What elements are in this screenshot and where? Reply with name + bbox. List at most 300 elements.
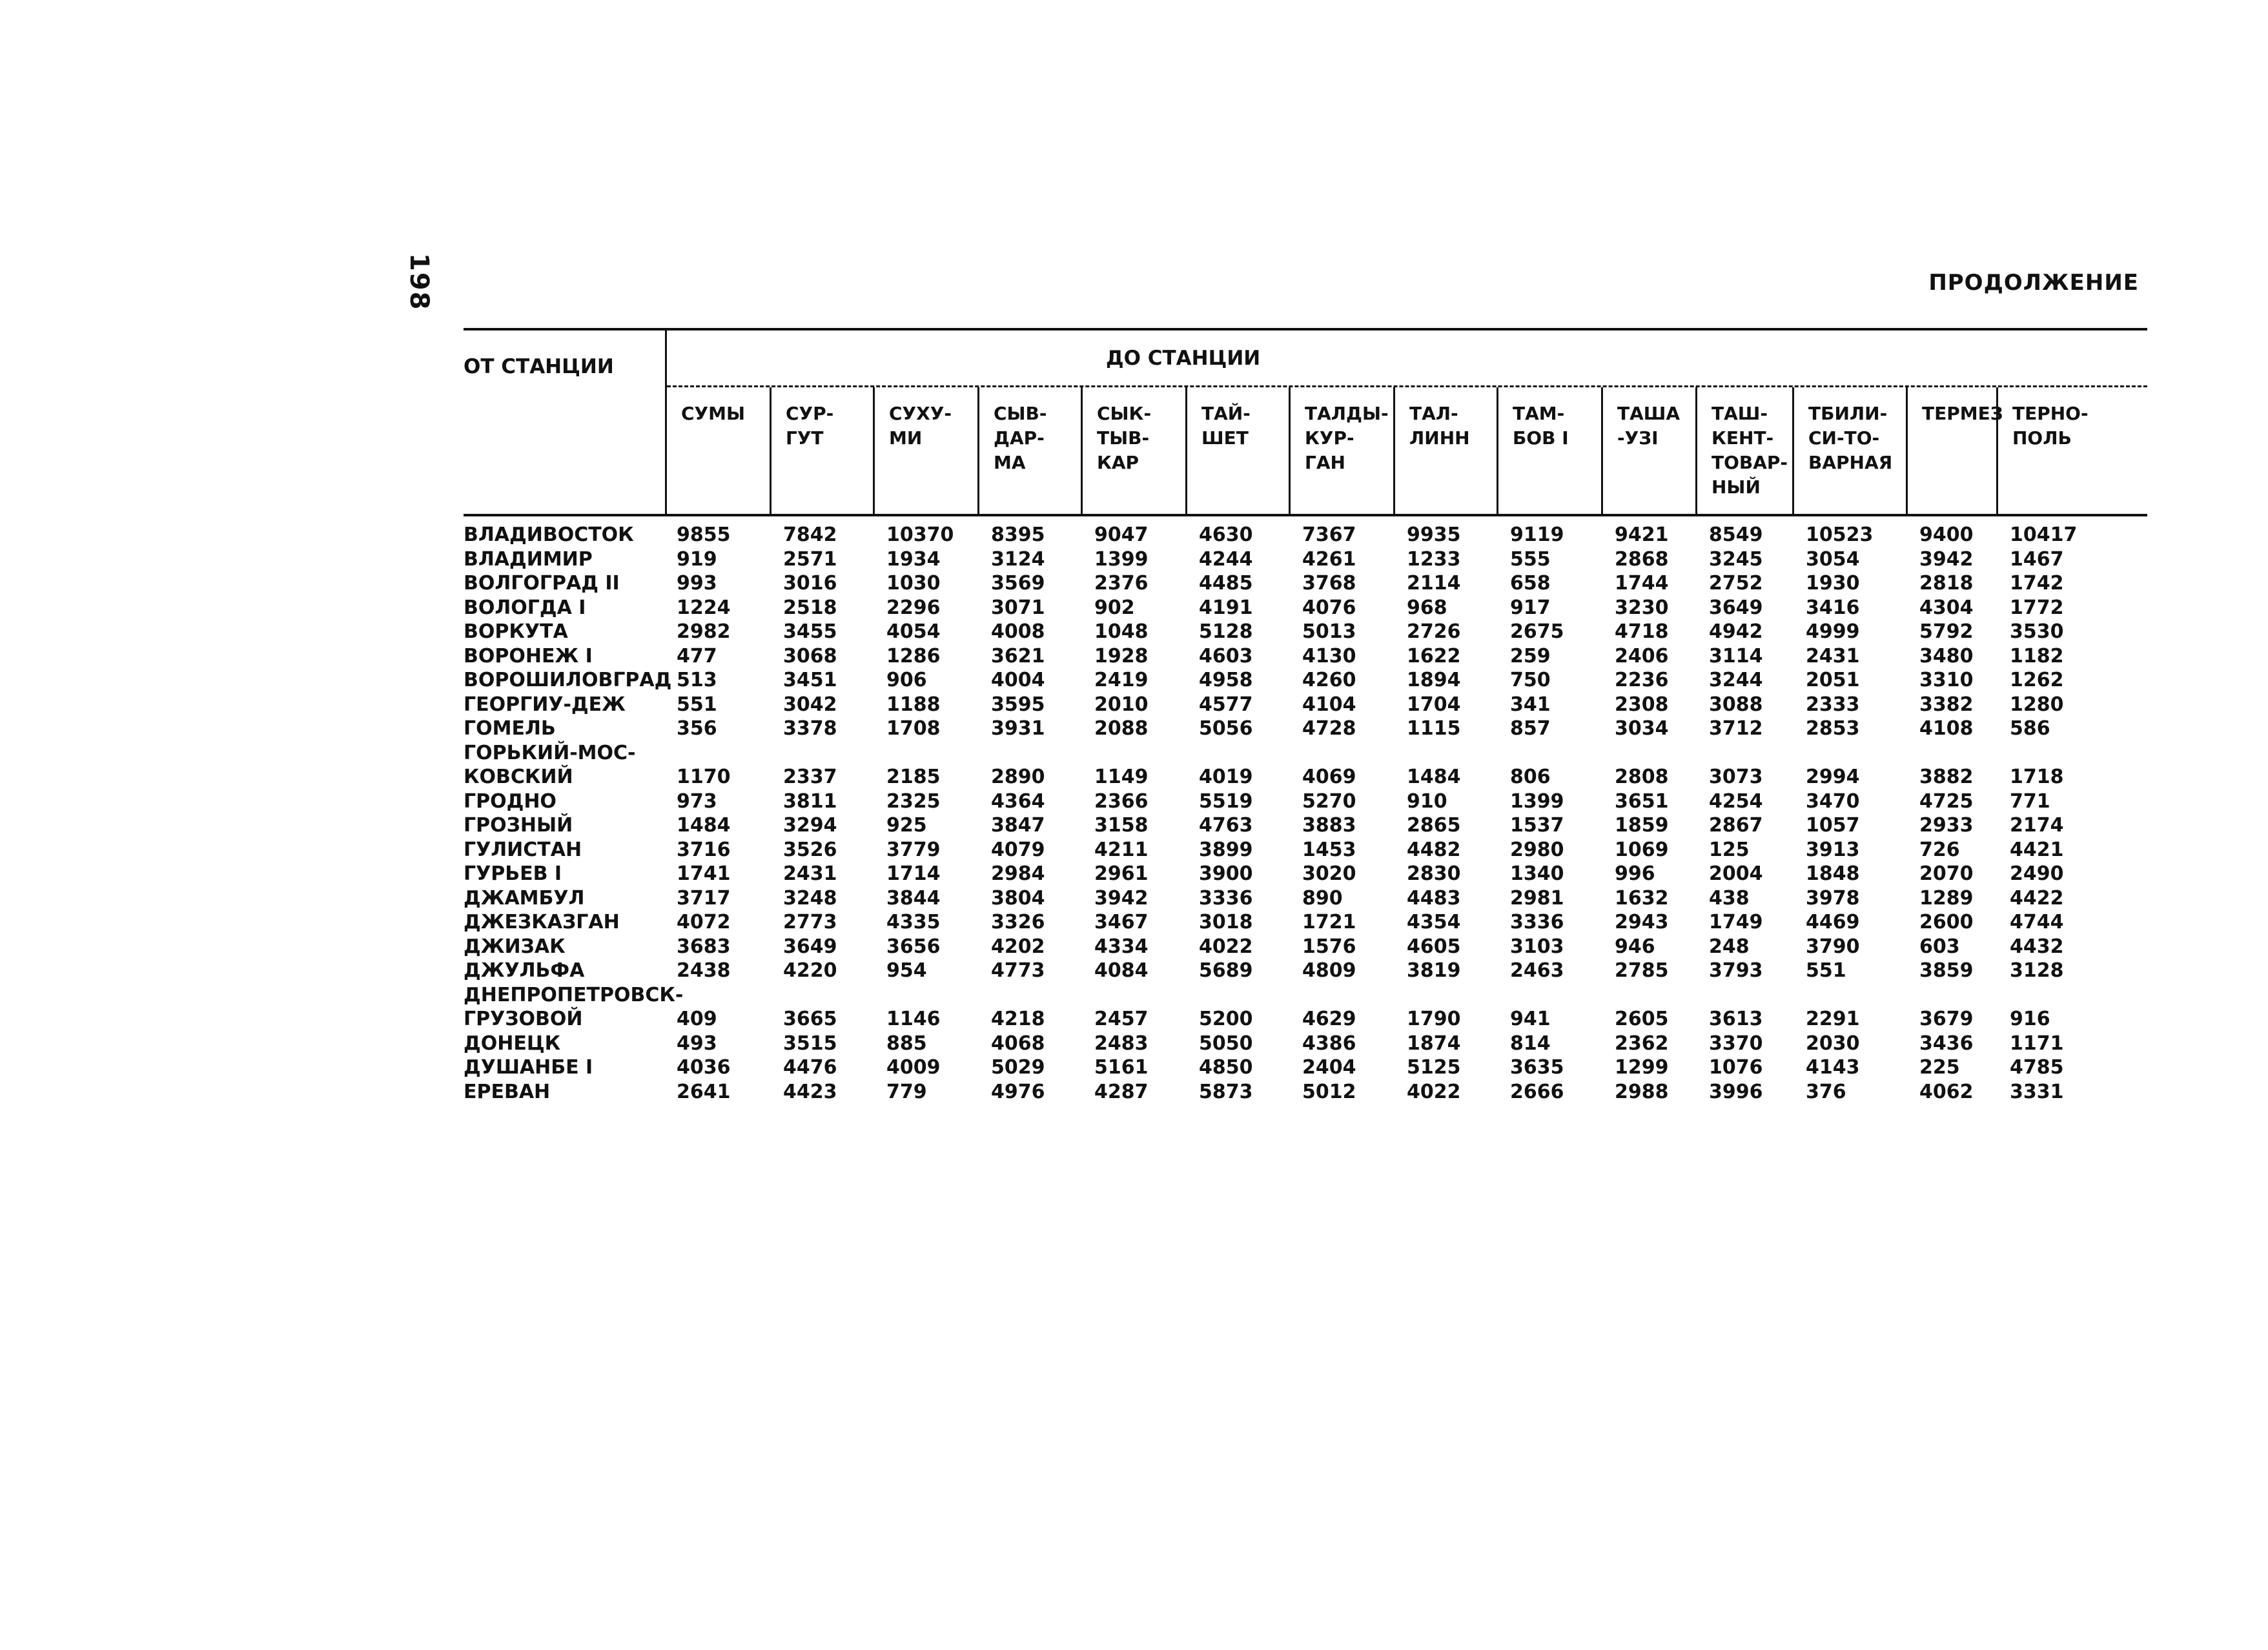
- distance-cell: 5013: [1302, 620, 1356, 643]
- distance-cell: 4260: [1302, 669, 1356, 691]
- distance-cell: 4220: [783, 959, 837, 982]
- distance-cell: 3245: [1709, 547, 1763, 571]
- distance-cell: 3790: [1806, 935, 1860, 958]
- distance-cell: 2236: [1615, 669, 1669, 691]
- distance-cell: 3683: [677, 935, 731, 958]
- distance-cell: 2675: [1510, 620, 1564, 643]
- distance-cell: 1749: [1709, 911, 1763, 933]
- distance-cell: 4942: [1709, 620, 1763, 643]
- distance-cell: 1115: [1407, 717, 1461, 740]
- distance-cell: 5128: [1199, 620, 1253, 643]
- distance-cell: 4763: [1199, 814, 1253, 837]
- station-name: ДЖАМБУЛ: [464, 886, 585, 910]
- distance-cell: 1484: [1407, 766, 1461, 788]
- distance-cell: 1467: [2010, 547, 2064, 571]
- distance-cell: 941: [1510, 1008, 1551, 1030]
- distance-cell: 493: [677, 1032, 717, 1055]
- distance-cell: 4019: [1199, 766, 1253, 788]
- distance-cell: 3248: [783, 886, 837, 910]
- distance-cell: 3480: [1919, 644, 1974, 667]
- table-row: [464, 620, 2147, 644]
- distance-cell: 4785: [2010, 1056, 2064, 1079]
- distance-cell: 10370: [886, 524, 954, 546]
- distance-cell: 9119: [1510, 524, 1564, 546]
- table-row: [464, 596, 2147, 620]
- distance-cell: 4603: [1199, 644, 1253, 667]
- distance-cell: 3158: [1094, 814, 1149, 837]
- distance-cell: 5689: [1199, 959, 1253, 982]
- distance-cell: 3779: [886, 838, 941, 861]
- distance-cell: 1171: [2010, 1032, 2064, 1055]
- distance-cell: 4629: [1302, 1008, 1356, 1030]
- distance-cell: 2571: [783, 547, 837, 571]
- distance-cell: 2600: [1919, 911, 1974, 933]
- distance-cell: 1744: [1615, 572, 1669, 595]
- origin-header: ОТ СТАНЦИИ: [464, 355, 614, 378]
- distance-cell: 603: [1919, 935, 1960, 958]
- distance-cell: 4725: [1919, 789, 1974, 813]
- station-name: ГОМЕЛЬ: [464, 717, 556, 740]
- distance-cell: 1874: [1407, 1032, 1461, 1055]
- distance-cell: 1069: [1615, 838, 1669, 861]
- station-name: ГРОДНО: [464, 789, 557, 813]
- station-name: ВОЛОГДА I: [464, 596, 586, 619]
- distance-cell: 3114: [1709, 644, 1763, 667]
- distance-cell: 3436: [1919, 1032, 1974, 1055]
- distance-cell: 3649: [1709, 596, 1763, 619]
- distance-cell: 9855: [677, 524, 731, 546]
- distance-cell: 3310: [1919, 669, 1974, 691]
- distance-cell: 2818: [1919, 572, 1974, 595]
- distance-cell: 2366: [1094, 789, 1149, 813]
- distance-cell: 3103: [1510, 935, 1564, 958]
- station-name: ГОРЬКИЙ-МОС- КОВСКИЙ: [464, 741, 636, 788]
- distance-cell: 4476: [783, 1056, 837, 1079]
- distance-cell: 4036: [677, 1056, 731, 1079]
- distance-cell: 3942: [1919, 547, 1974, 571]
- distance-cell: 1076: [1709, 1056, 1763, 1079]
- distance-cell: 3018: [1199, 911, 1253, 933]
- distance-cell: 3819: [1407, 959, 1461, 982]
- distance-cell: 3569: [991, 572, 1045, 595]
- distance-cell: 1149: [1094, 766, 1149, 788]
- distance-cell: 4976: [991, 1080, 1045, 1103]
- table-row: [464, 959, 2147, 983]
- distance-cell: 4421: [2010, 838, 2064, 861]
- distance-cell: 4773: [991, 959, 1045, 982]
- distance-cell: 1188: [886, 693, 941, 716]
- distance-cell: 3621: [991, 644, 1045, 667]
- distance-cell: 259: [1510, 644, 1551, 667]
- distance-cell: 4577: [1199, 693, 1253, 716]
- table-row: [464, 1032, 2147, 1056]
- distance-cell: 3613: [1709, 1008, 1763, 1030]
- table-row: [464, 935, 2147, 959]
- distance-cell: 3071: [991, 596, 1045, 619]
- distance-cell: 2490: [2010, 862, 2064, 885]
- distance-cell: 1484: [677, 814, 731, 837]
- distance-cell: 3088: [1709, 693, 1763, 716]
- distance-cell: 4054: [886, 620, 941, 643]
- distance-cell: 2868: [1615, 547, 1669, 571]
- station-name: ВЛАДИВОСТОК: [464, 524, 634, 546]
- distance-cell: 3996: [1709, 1080, 1763, 1103]
- distance-cell: 2088: [1094, 717, 1149, 740]
- distance-cell: 376: [1806, 1080, 1846, 1103]
- distance-cell: 925: [886, 814, 927, 837]
- distance-cell: 1048: [1094, 620, 1149, 643]
- distance-cell: 2961: [1094, 862, 1149, 885]
- distance-cell: 814: [1510, 1032, 1551, 1055]
- column-header: СЫВ- ДАР- МА: [979, 387, 1083, 514]
- distance-cell: 3128: [2010, 959, 2064, 982]
- distance-cell: 2943: [1615, 911, 1669, 933]
- distance-cell: 2431: [783, 862, 837, 885]
- distance-cell: 4334: [1094, 935, 1149, 958]
- distance-cell: 3899: [1199, 838, 1253, 861]
- table-row: [464, 1080, 2147, 1105]
- distance-cell: 4630: [1199, 524, 1253, 546]
- distance-cell: 8549: [1709, 524, 1763, 546]
- distance-cell: 2291: [1806, 1008, 1860, 1030]
- table-row: [464, 862, 2147, 886]
- distance-cell: 7842: [783, 524, 837, 546]
- distance-cell: 1714: [886, 862, 941, 885]
- distance-table: [464, 328, 2147, 1104]
- column-header: ТАЛДЫ- КУР- ГАН: [1291, 387, 1395, 514]
- distance-cell: 2933: [1919, 814, 1974, 837]
- distance-cell: 4423: [783, 1080, 837, 1103]
- distance-cell: 3336: [1510, 911, 1564, 933]
- table-row: [464, 1055, 2147, 1080]
- distance-cell: 2890: [991, 766, 1045, 788]
- distance-cell: 477: [677, 644, 717, 667]
- distance-cell: 2984: [991, 862, 1045, 885]
- column-header: ТАМ- БОВ I: [1498, 387, 1603, 514]
- distance-cell: 973: [677, 789, 717, 813]
- station-name: ДУШАНБЕ I: [464, 1056, 593, 1079]
- distance-cell: 3042: [783, 693, 837, 716]
- distance-cell: 3068: [783, 644, 837, 667]
- distance-cell: 4191: [1199, 596, 1253, 619]
- distance-cell: 2004: [1709, 862, 1763, 885]
- distance-cell: 4718: [1615, 620, 1669, 643]
- distance-cell: 1289: [1919, 886, 1974, 910]
- distance-cell: 4104: [1302, 693, 1356, 716]
- distance-cell: 5125: [1407, 1056, 1461, 1079]
- distance-cell: 4076: [1302, 596, 1356, 619]
- distance-cell: 2830: [1407, 862, 1461, 885]
- distance-cell: 1030: [886, 572, 941, 595]
- table-row: [464, 910, 2147, 935]
- distance-cell: 1790: [1407, 1008, 1461, 1030]
- distance-cell: 1146: [886, 1008, 941, 1030]
- distance-cell: 3073: [1709, 766, 1763, 788]
- distance-cell: 1772: [2010, 596, 2064, 619]
- station-name: ГЕОРГИУ-ДЕЖ: [464, 693, 626, 716]
- distance-cell: 1708: [886, 717, 941, 740]
- distance-cell: 4072: [677, 911, 731, 933]
- distance-cell: 910: [1407, 789, 1447, 813]
- distance-cell: 2988: [1615, 1080, 1669, 1103]
- table-row: [464, 741, 2147, 789]
- table-row: [464, 547, 2147, 572]
- distance-cell: 1170: [677, 766, 731, 788]
- distance-cell: 2605: [1615, 1008, 1669, 1030]
- distance-cell: 779: [886, 1080, 927, 1103]
- distance-cell: 902: [1094, 596, 1135, 619]
- distance-cell: 1742: [2010, 572, 2064, 595]
- column-header: ТАШ- КЕНТ- ТОВАР- НЫЙ: [1697, 387, 1794, 514]
- distance-cell: 1622: [1407, 644, 1461, 667]
- distance-cell: 1224: [677, 596, 731, 619]
- distance-cell: 4999: [1806, 620, 1860, 643]
- distance-cell: 4244: [1199, 547, 1253, 571]
- distance-cell: 225: [1919, 1056, 1960, 1079]
- column-header: ТЕРНО- ПОЛЬ: [2012, 403, 2089, 449]
- distance-cell: 3859: [1919, 959, 1974, 982]
- distance-cell: 917: [1510, 596, 1551, 619]
- distance-cell: 916: [2010, 1008, 2050, 1030]
- distance-cell: 2867: [1709, 814, 1763, 837]
- distance-cell: 9935: [1407, 524, 1461, 546]
- table-row: [464, 571, 2147, 596]
- station-name: ЕРЕВАН: [464, 1080, 551, 1103]
- distance-cell: 5792: [1919, 620, 1974, 643]
- distance-cell: 3382: [1919, 693, 1974, 716]
- distance-cell: 4850: [1199, 1056, 1253, 1079]
- distance-cell: 2174: [2010, 814, 2064, 837]
- distance-cell: 4079: [991, 838, 1045, 861]
- distance-cell: 3942: [1094, 886, 1149, 910]
- distance-cell: 1057: [1806, 814, 1860, 837]
- distance-cell: 4022: [1199, 935, 1253, 958]
- distance-cell: 2438: [677, 959, 731, 982]
- column-header: СУХУ- МИ: [875, 387, 979, 514]
- distance-cell: 4062: [1919, 1080, 1974, 1103]
- distance-cell: 806: [1510, 766, 1551, 788]
- distance-cell: 5161: [1094, 1056, 1149, 1079]
- distance-cell: 4022: [1407, 1080, 1461, 1103]
- distance-cell: 857: [1510, 717, 1551, 740]
- distance-cell: 4143: [1806, 1056, 1860, 1079]
- distance-cell: 1233: [1407, 547, 1461, 571]
- page-number: 198: [404, 253, 434, 311]
- distance-cell: 3844: [886, 886, 941, 910]
- table-row: [464, 886, 2147, 911]
- table-row: [464, 717, 2147, 741]
- distance-cell: 4304: [1919, 596, 1974, 619]
- distance-cell: 4483: [1407, 886, 1461, 910]
- distance-cell: 4004: [991, 669, 1045, 691]
- distance-cell: 1537: [1510, 814, 1564, 837]
- table-row: [464, 813, 2147, 838]
- distance-cell: 3595: [991, 693, 1045, 716]
- table-row: [464, 523, 2147, 547]
- distance-cell: 4008: [991, 620, 1045, 643]
- distance-cell: 919: [677, 547, 717, 571]
- table-header: [464, 331, 2147, 514]
- distance-cell: 3649: [783, 935, 837, 958]
- distance-cell: 3378: [783, 717, 837, 740]
- column-header: ТАЙ- ШЕТ: [1187, 387, 1291, 514]
- station-name: ДНЕПРОПЕТРОВСК- ГРУЗОВОЙ: [464, 983, 684, 1030]
- distance-cell: 1262: [2010, 669, 2064, 691]
- destination-header-area: [665, 331, 2147, 514]
- distance-cell: 409: [677, 1008, 717, 1030]
- distance-cell: 3811: [783, 789, 837, 813]
- distance-cell: 2994: [1806, 766, 1860, 788]
- distance-cell: 2982: [677, 620, 731, 643]
- distance-cell: 2010: [1094, 693, 1149, 716]
- distance-cell: 10417: [2010, 524, 2078, 546]
- distance-cell: 3651: [1615, 789, 1669, 813]
- distance-cell: 1928: [1094, 644, 1149, 667]
- distance-cell: 1286: [886, 644, 941, 667]
- distance-cell: 4202: [991, 935, 1045, 958]
- distance-cell: 771: [2010, 789, 2050, 813]
- distance-cell: 9047: [1094, 524, 1149, 546]
- column-headers: [667, 387, 2147, 514]
- station-name: ГУЛИСТАН: [464, 838, 582, 861]
- station-name: ДОНЕЦК: [464, 1032, 561, 1055]
- distance-cell: 3883: [1302, 814, 1356, 837]
- distance-cell: 9400: [1919, 524, 1974, 546]
- distance-cell: 3978: [1806, 886, 1860, 910]
- distance-cell: 3455: [783, 620, 837, 643]
- distance-cell: 946: [1615, 935, 1655, 958]
- distance-cell: 1280: [2010, 693, 2064, 716]
- distance-cell: 3515: [783, 1032, 837, 1055]
- distance-cell: 2726: [1407, 620, 1461, 643]
- distance-cell: 4130: [1302, 644, 1356, 667]
- distance-cell: 10523: [1806, 524, 1874, 546]
- distance-cell: 2030: [1806, 1032, 1860, 1055]
- distance-cell: 4261: [1302, 547, 1356, 571]
- distance-cell: 2666: [1510, 1080, 1564, 1103]
- distance-cell: 3526: [783, 838, 837, 861]
- distance-cell: 4335: [886, 911, 941, 933]
- distance-cell: 3635: [1510, 1056, 1564, 1079]
- distance-cell: 3470: [1806, 789, 1860, 813]
- distance-cell: 996: [1615, 862, 1655, 885]
- distance-cell: 2808: [1615, 766, 1669, 788]
- distance-cell: 1741: [677, 862, 731, 885]
- distance-cell: 551: [1806, 959, 1846, 982]
- distance-cell: 3016: [783, 572, 837, 595]
- distance-cell: 3451: [783, 669, 837, 691]
- distance-cell: 1299: [1615, 1056, 1669, 1079]
- distance-cell: 555: [1510, 547, 1551, 571]
- distance-cell: 551: [677, 693, 717, 716]
- distance-cell: 3665: [783, 1008, 837, 1030]
- distance-cell: 2406: [1615, 644, 1669, 667]
- distance-cell: 2980: [1510, 838, 1564, 861]
- table-row: [464, 693, 2147, 717]
- distance-cell: 125: [1709, 838, 1750, 861]
- destination-header: ДО СТАНЦИИ: [667, 331, 2147, 387]
- distance-cell: 5873: [1199, 1080, 1253, 1103]
- distance-cell: 2376: [1094, 572, 1149, 595]
- column-header: СУМЫ: [667, 387, 771, 514]
- distance-cell: 4364: [991, 789, 1045, 813]
- distance-cell: 3244: [1709, 669, 1763, 691]
- table-row: [464, 644, 2147, 669]
- distance-cell: 2070: [1919, 862, 1974, 885]
- distance-cell: 3847: [991, 814, 1045, 837]
- distance-cell: 513: [677, 669, 717, 691]
- station-name: ВЛАДИМИР: [464, 547, 593, 571]
- distance-cell: 906: [886, 669, 927, 691]
- distance-cell: 3336: [1199, 886, 1253, 910]
- table-row: [464, 789, 2147, 814]
- column-header: ТБИЛИ- СИ-ТО- ВАРНАЯ: [1794, 387, 1908, 514]
- distance-cell: 2865: [1407, 814, 1461, 837]
- distance-cell: 2362: [1615, 1032, 1669, 1055]
- distance-cell: 2431: [1806, 644, 1860, 667]
- distance-cell: 4386: [1302, 1032, 1356, 1055]
- distance-cell: 2785: [1615, 959, 1669, 982]
- distance-cell: 4211: [1094, 838, 1149, 861]
- station-name: ДЖУЛЬФА: [464, 959, 585, 982]
- distance-cell: 1632: [1615, 886, 1669, 910]
- distance-cell: 1576: [1302, 935, 1356, 958]
- distance-cell: 5012: [1302, 1080, 1356, 1103]
- distance-cell: 3530: [2010, 620, 2064, 643]
- distance-cell: 3712: [1709, 717, 1763, 740]
- column-header: СУР- ГУТ: [771, 387, 875, 514]
- distance-cell: 1340: [1510, 862, 1564, 885]
- distance-cell: 3294: [783, 814, 837, 837]
- distance-cell: 2296: [886, 596, 941, 619]
- distance-cell: 3326: [991, 911, 1045, 933]
- distance-cell: 4287: [1094, 1080, 1149, 1103]
- distance-cell: 885: [886, 1032, 927, 1055]
- distance-cell: 4482: [1407, 838, 1461, 861]
- station-name: ВОРКУТА: [464, 620, 568, 643]
- distance-cell: 438: [1709, 886, 1750, 910]
- distance-cell: 2518: [783, 596, 837, 619]
- distance-cell: 5270: [1302, 789, 1356, 813]
- distance-cell: 356: [677, 717, 717, 740]
- distance-cell: 3467: [1094, 911, 1149, 933]
- distance-cell: 4084: [1094, 959, 1149, 982]
- distance-cell: 2773: [783, 911, 837, 933]
- distance-cell: 1848: [1806, 862, 1860, 885]
- distance-cell: 2185: [886, 766, 941, 788]
- distance-cell: 586: [2010, 717, 2050, 740]
- table-body: [464, 516, 2147, 1104]
- distance-cell: 8395: [991, 524, 1045, 546]
- distance-cell: 248: [1709, 935, 1750, 958]
- distance-cell: 2641: [677, 1080, 731, 1103]
- distance-cell: 4422: [2010, 886, 2064, 910]
- distance-cell: 5519: [1199, 789, 1253, 813]
- distance-cell: 3054: [1806, 547, 1860, 571]
- distance-cell: 4069: [1302, 766, 1356, 788]
- distance-cell: 2981: [1510, 886, 1564, 910]
- distance-cell: 3900: [1199, 862, 1253, 885]
- distance-cell: 4728: [1302, 717, 1356, 740]
- distance-cell: 4432: [2010, 935, 2064, 958]
- table-row: [464, 983, 2147, 1032]
- distance-cell: 3124: [991, 547, 1045, 571]
- distance-cell: 5200: [1199, 1008, 1253, 1030]
- distance-cell: 3370: [1709, 1032, 1763, 1055]
- distance-cell: 2051: [1806, 669, 1860, 691]
- distance-cell: 3331: [2010, 1080, 2064, 1103]
- distance-cell: 3230: [1615, 596, 1669, 619]
